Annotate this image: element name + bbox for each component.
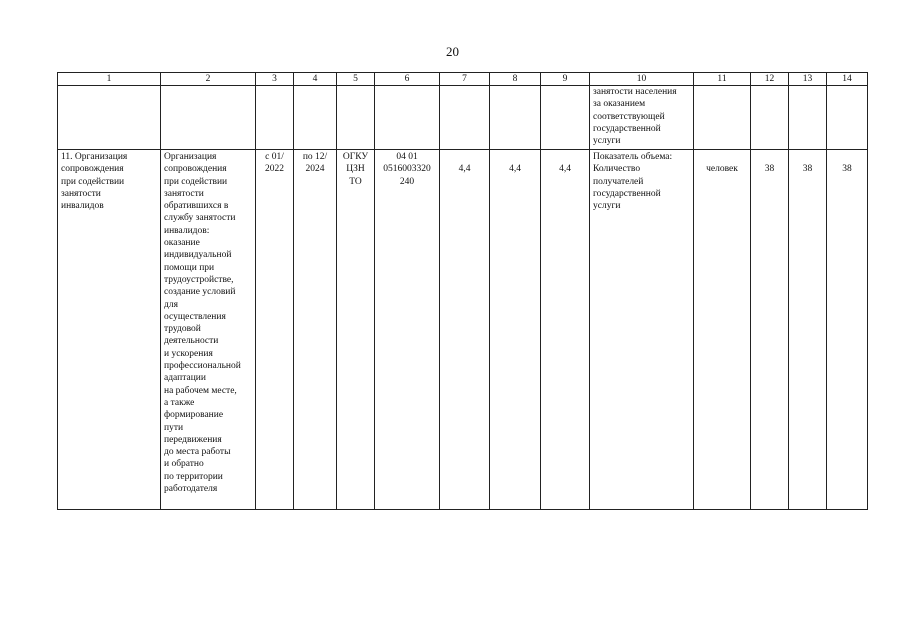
measure-description-cell: Организация сопровождения при содействии занятости обратившихся в службу занятости инвалидов: оказание индивидуальной помощи при трудоустройстве, создание условий для осуществления трудовой деятельности и ускорения профессиональной адаптации на рабочем месте, а также формирование пути передвижения до места работы и обратно по территории работодателя: [161, 150, 256, 510]
column-number: 3: [256, 73, 294, 86]
column-number: 10: [590, 73, 694, 86]
column-number: 2: [161, 73, 256, 86]
target-value-cell: 38: [789, 150, 827, 510]
table-cell: [490, 86, 541, 150]
table-row-continuation: [58, 86, 868, 150]
column-number: 13: [789, 73, 827, 86]
unit-cell: человек: [694, 150, 751, 510]
indicator-cell: занятости населения за оказанием соответствующей государственной услуги: [590, 86, 694, 150]
table-cell: [337, 86, 375, 150]
column-number: 6: [375, 73, 440, 86]
column-number: 9: [541, 73, 590, 86]
target-value-cell: 38: [751, 150, 789, 510]
measure-name-cell: 11. Организация сопровождения при содействии занятости инвалидов: [58, 150, 161, 510]
end-date-cell: по 12/ 2024: [294, 150, 337, 510]
amount-cell: 4,4: [440, 150, 490, 510]
table-cell: [827, 86, 868, 150]
column-number: 4: [294, 73, 337, 86]
table-cell: [375, 86, 440, 150]
table-row-11: [58, 150, 868, 510]
table-cell: [541, 86, 590, 150]
target-value-cell: 38: [827, 150, 868, 510]
column-number-row: [58, 73, 868, 86]
indicator-cell: Показатель объема: Количество получателей государственной услуги: [590, 150, 694, 510]
column-number: 11: [694, 73, 751, 86]
table-cell: [294, 86, 337, 150]
column-number: 8: [490, 73, 541, 86]
table-cell: [751, 86, 789, 150]
budget-code-cell: 04 01 0516003320 240: [375, 150, 440, 510]
executor-cell: ОГКУ ЦЗН ТО: [337, 150, 375, 510]
table-cell: [789, 86, 827, 150]
table-cell: [694, 86, 751, 150]
table-cell: [58, 86, 161, 150]
column-number: 7: [440, 73, 490, 86]
column-number: 14: [827, 73, 868, 86]
column-number: 5: [337, 73, 375, 86]
column-number: 12: [751, 73, 789, 86]
amount-cell: 4,4: [541, 150, 590, 510]
table-cell: [440, 86, 490, 150]
table-cell: [161, 86, 256, 150]
start-date-cell: с 01/ 2022: [256, 150, 294, 510]
budget-table: [57, 72, 868, 510]
page-number: 20: [446, 44, 459, 59]
table-cell: [256, 86, 294, 150]
column-number: 1: [58, 73, 161, 86]
amount-cell: 4,4: [490, 150, 541, 510]
